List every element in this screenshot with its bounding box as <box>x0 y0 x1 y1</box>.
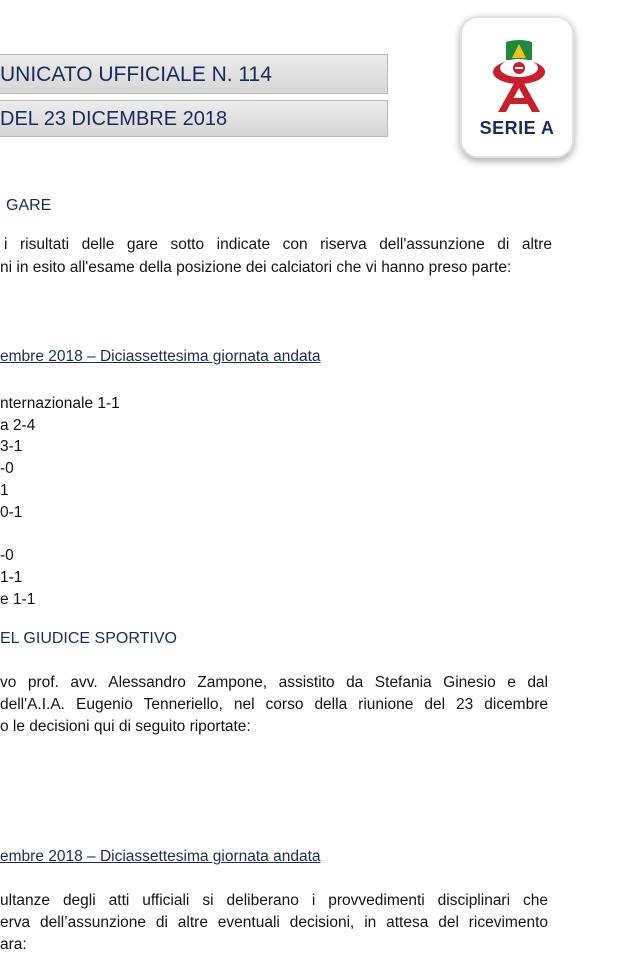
round-heading-1: embre 2018 – Diciassettesima giornata andata <box>0 348 321 365</box>
results-paragraph-line-1: i risultati delle gare sotto indicate con riserva dell'assunzione di altre <box>4 236 552 253</box>
communique-date-banner <box>0 100 388 137</box>
communique-date: DEL 23 DICEMBRE 2018 <box>0 108 228 130</box>
result-item: -0 <box>0 547 14 565</box>
results-list <box>0 393 120 610</box>
disciplinary-paragraph-line-3: ara: <box>0 936 27 953</box>
result-item: 3-1 <box>0 438 23 456</box>
result-item: -0 <box>0 460 14 478</box>
serie-a-logo <box>460 16 574 158</box>
result-item: 1-1 <box>0 568 23 586</box>
result-item: 1 <box>0 481 9 499</box>
section-heading-gare: GARE <box>6 197 52 214</box>
result-item: a 2-4 <box>0 416 36 434</box>
section-heading-giudice-sportivo: EL GIUDICE SPORTIVO <box>0 630 177 647</box>
communique-title: UNICATO UFFICIALE N. 114 <box>0 63 272 86</box>
judge-paragraph-line-2: dell'A.I.A. Eugenio Tenneriello, nel corso della riunione del 23 dicembre <box>0 696 548 713</box>
serie-a-emblem-icon <box>484 38 554 116</box>
disciplinary-paragraph-line-2: erva dell’assunzione di altre eventuali decisioni, in attesa del ricevimento <box>0 914 548 931</box>
result-item: 0-1 <box>0 503 23 521</box>
results-paragraph-line-2: ni in esito all'esame della posizione dei calciatori che vi hanno preso parte: <box>0 259 512 276</box>
result-item: e 1-1 <box>0 590 36 608</box>
communique-title-banner <box>0 54 388 94</box>
judge-paragraph-line-3: o le decisioni qui di seguito riportate: <box>0 718 251 735</box>
logo-label: SERIE A <box>479 118 555 138</box>
round-heading-2: embre 2018 – Diciassettesima giornata andata <box>0 848 321 865</box>
judge-paragraph-line-1: vo prof. avv. Alessandro Zampone, assistito da Stefania Ginesio e dal <box>0 674 548 691</box>
result-item: nternazionale 1-1 <box>0 395 120 412</box>
disciplinary-paragraph-line-1: ultanze degli atti ufficiali si deliberano i provvedimenti disciplinari che <box>0 892 548 909</box>
